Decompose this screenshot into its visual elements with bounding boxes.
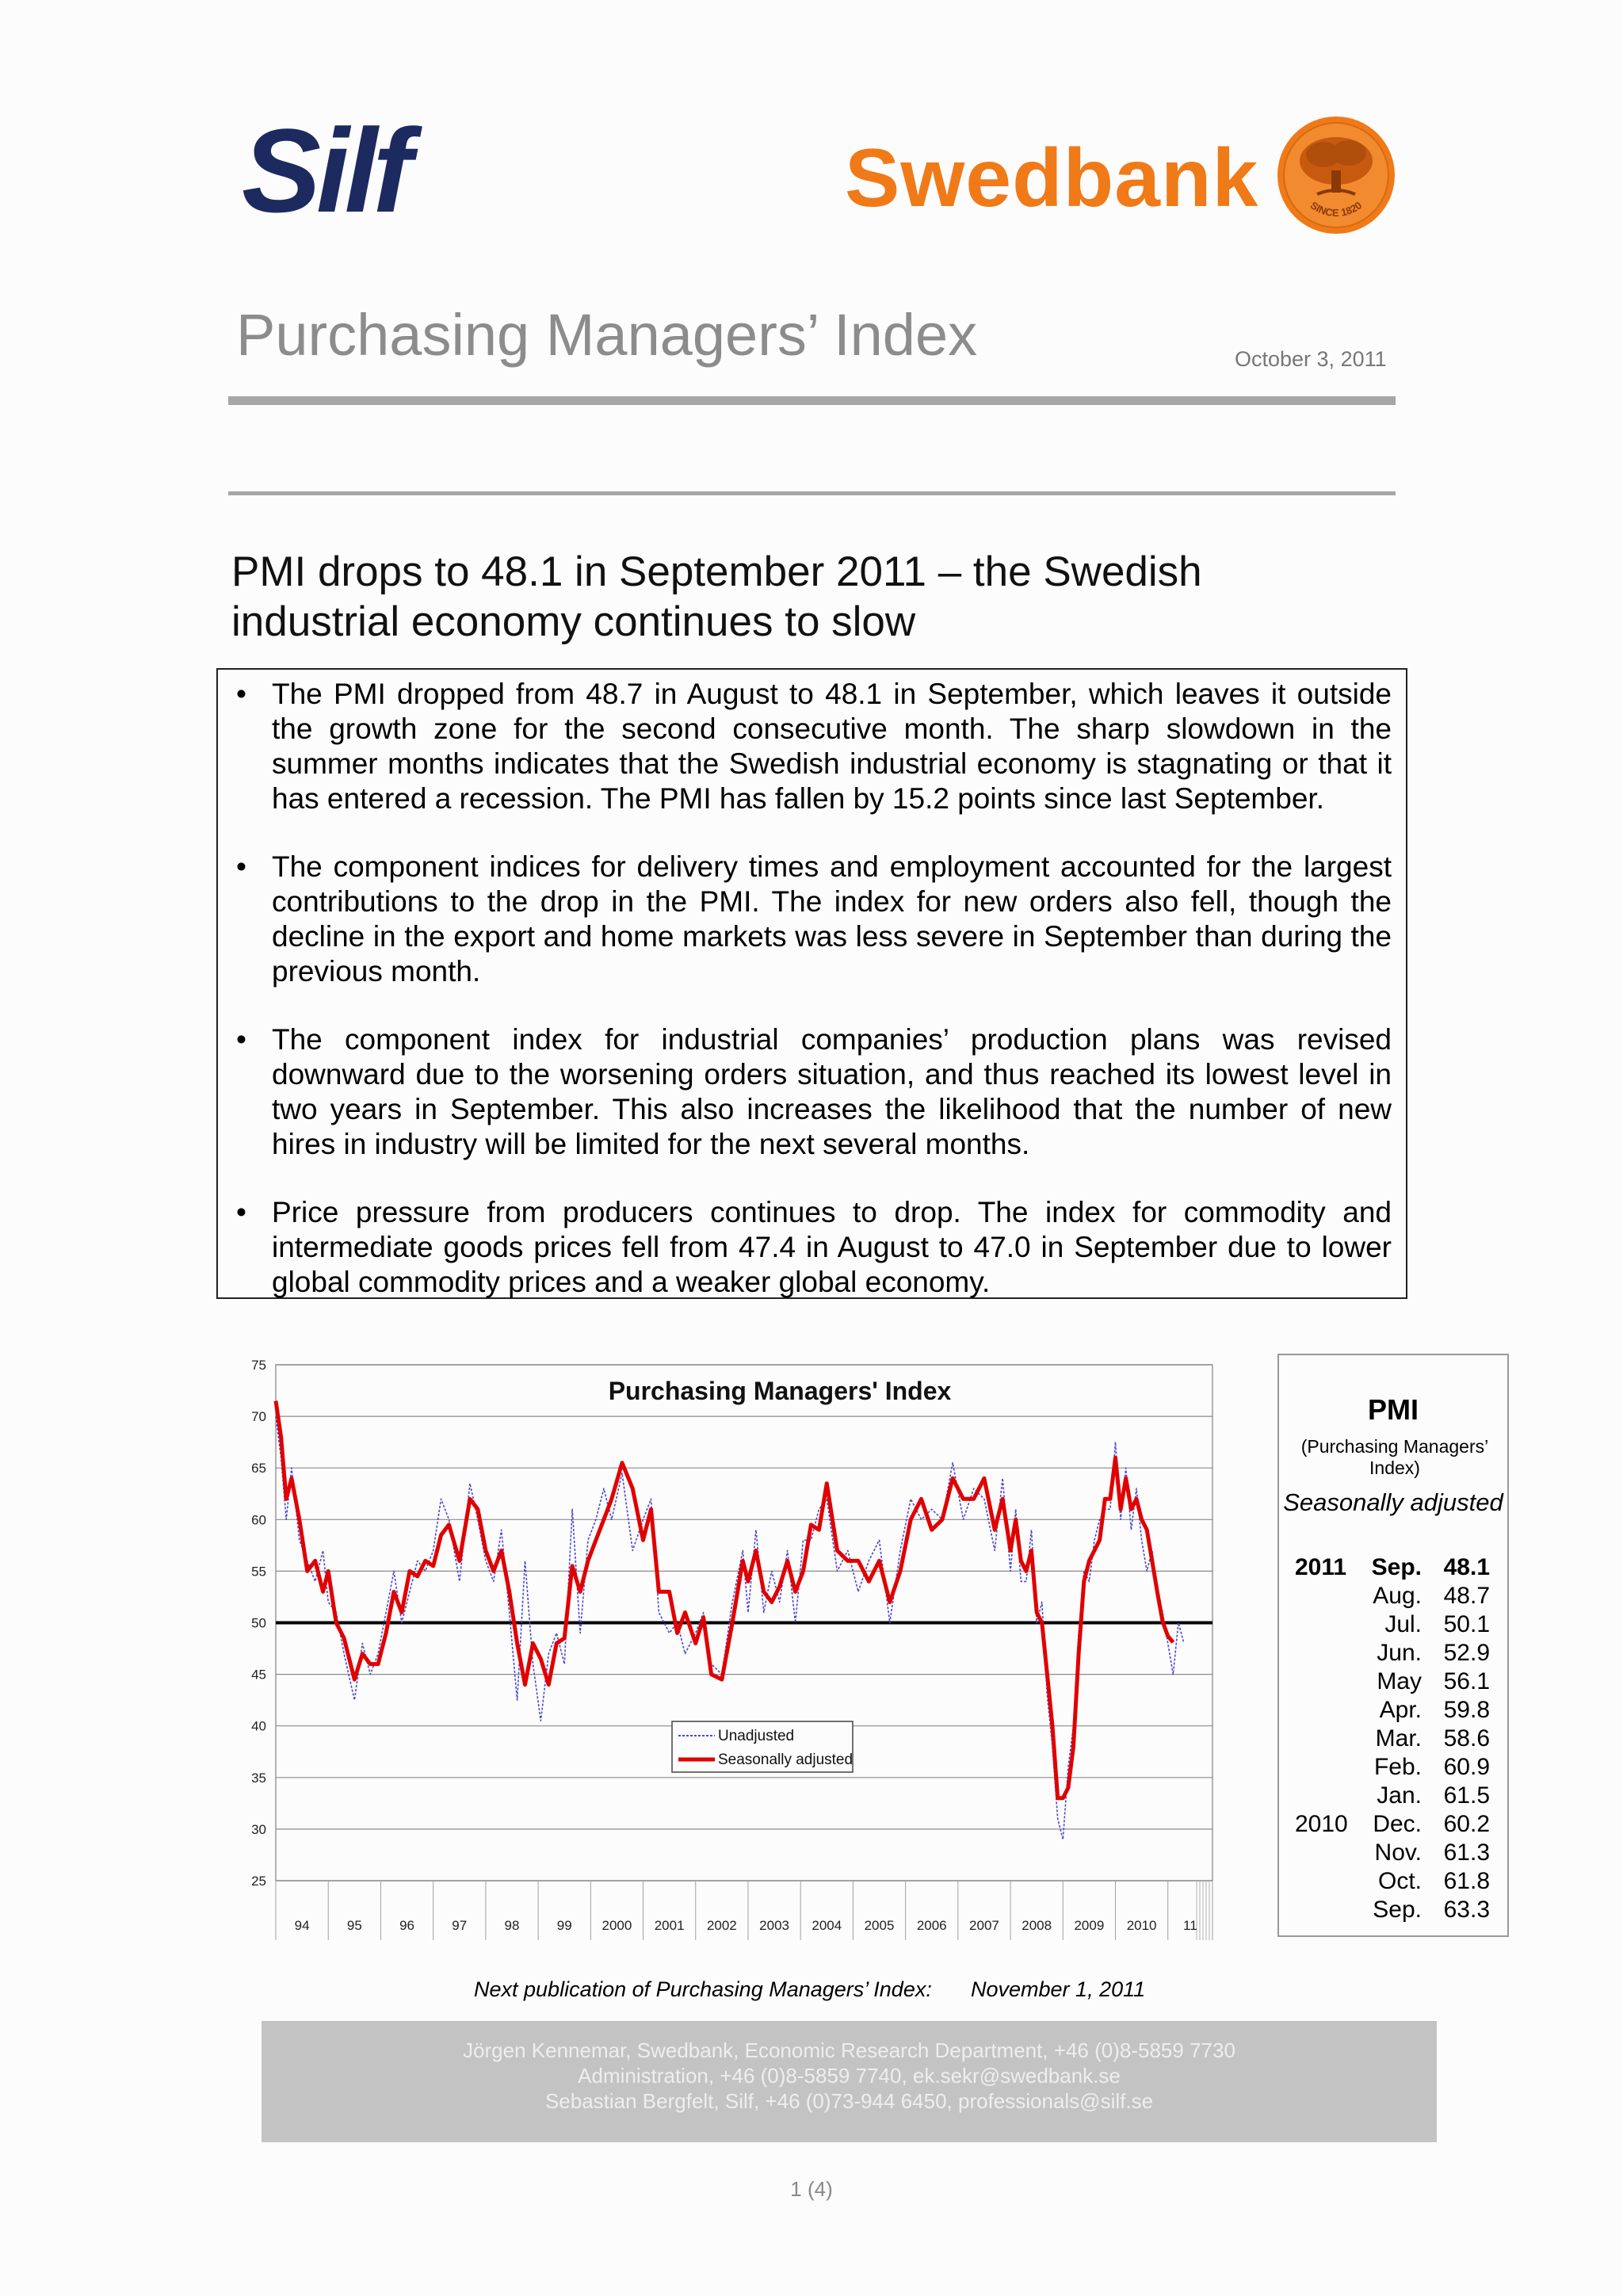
pmi-row-month: Feb. [1373,1754,1422,1780]
headline-line-1: PMI drops to 48.1 in September 2011 – the Swedish [231,548,1202,595]
pmi-row-value: 60.2 [1443,1811,1490,1837]
chart-legend [672,1721,853,1772]
pmi-row-month: Oct. [1377,1868,1422,1894]
y-tick-label: 55 [251,1564,266,1580]
pmi-row-month: Mar. [1375,1725,1422,1752]
pmi-table-subtitle: (Purchasing Managers’ Index) [1300,1436,1489,1478]
pmi-row-value: 58.6 [1443,1725,1490,1752]
x-tick-label: 2008 [1022,1918,1052,1933]
next-publication-label: Next publication of Purchasing Managers’ Index: [474,1977,932,2001]
y-tick-label: 60 [251,1512,266,1528]
pmi-row-month: Sep. [1371,1554,1422,1580]
pmi-row-value: 61.5 [1443,1782,1490,1809]
page-number: 1 (4) [790,2177,833,2201]
bullet-dot-icon: • [236,678,246,710]
y-tick-label: 30 [251,1821,266,1837]
pmi-table-title: PMI [1367,1393,1419,1426]
publication-date: October 3, 2011 [1235,347,1387,371]
pmi-table-row [1279,1897,1507,1925]
pmi-table [1277,1354,1509,1937]
pmi-row-value: 61.3 [1443,1839,1490,1866]
summary-bullet-text: Price pressure from producers continues to drop. The index for commodity and intermediate goods prices fell from 47.4 in August to 47.0 in September due to lower global commodity prices and a weaker global economy. [272,1196,1392,1298]
x-tick-label: 97 [452,1918,468,1933]
y-tick-label: 75 [251,1358,266,1373]
pmi-table-row [1279,1668,1507,1697]
pmi-row-value: 63.3 [1443,1897,1490,1923]
pmi-row-month: Dec. [1373,1811,1422,1837]
pmi-row-year: 2011 [1295,1554,1347,1580]
legend-seasonally-adjusted-label: Seasonally adjusted [718,1752,854,1768]
page-title: Purchasing Managers’ Index [236,302,978,368]
pmi-row-month: Jul. [1384,1611,1422,1637]
pmi-row-value: 48.7 [1443,1583,1490,1609]
swedbank-logo-text: Swedbank [845,132,1259,224]
x-tick-label: 2010 [1126,1918,1157,1933]
x-tick-label: 2007 [969,1918,999,1933]
y-tick-label: 25 [251,1874,266,1889]
chart-title: Purchasing Managers' Index [608,1377,952,1405]
pmi-table-row [1279,1725,1507,1754]
headline-line-2: industrial economy continues to slow [231,598,916,645]
summary-bullet-text: The component index for industrial companies’ production plans was revised downward due to the worsening orders situation, and thus reached its lowest level in two years in September. This also increases the likelihood that the number of new hires in industry will be limited for the next several months. [272,1023,1392,1160]
swedbank-logo [840,115,1411,242]
x-tick-label: 2000 [601,1918,632,1933]
pmi-row-value: 48.1 [1443,1554,1490,1580]
x-tick-label: 2006 [916,1918,947,1933]
pmi-chart [230,1347,1228,1950]
x-tick-label: 2009 [1074,1918,1105,1933]
pmi-table-row [1279,1811,1507,1839]
y-tick-label: 65 [251,1461,266,1477]
contact-line: Administration, +46 (0)8-5859 7740, ek.sekr@swedbank.se [578,2064,1121,2088]
oak-tree-seal-icon [1276,115,1396,235]
pmi-row-month: Jan. [1377,1782,1422,1809]
x-tick-label: 2001 [654,1918,685,1933]
x-tick-label: 96 [399,1918,415,1933]
pmi-row-month: Apr. [1379,1697,1422,1723]
pmi-row-value: 60.9 [1443,1754,1490,1780]
pmi-table-row [1279,1554,1507,1583]
pmi-row-month: Jun. [1377,1640,1422,1666]
bullet-dot-icon: • [236,1023,246,1056]
y-tick-label: 45 [251,1667,266,1683]
next-publication-date: November 1, 2011 [971,1977,1146,2001]
pmi-table-row [1279,1782,1507,1811]
bullet-dot-icon: • [236,1196,246,1228]
bullet-dot-icon: • [236,850,246,883]
legend-unadjusted-label: Unadjusted [718,1728,795,1744]
section-divider [228,491,1396,495]
header-divider [228,396,1396,407]
pmi-table-row [1279,1611,1507,1640]
pmi-table-row [1279,1754,1507,1782]
pmi-row-value: 50.1 [1443,1611,1490,1637]
seal-text: SINCE 1820 [1308,199,1365,220]
x-tick-label: 2003 [759,1918,789,1933]
x-tick-label: 2004 [812,1918,842,1933]
y-tick-label: 50 [251,1615,266,1631]
pmi-row-year: 2010 [1295,1811,1348,1837]
silf-logo-text: Silf [242,104,408,237]
pmi-table-row [1279,1583,1507,1611]
pmi-row-value: 61.8 [1443,1868,1490,1894]
pmi-row-month: May [1377,1668,1422,1694]
x-tick-label: 98 [504,1918,520,1933]
pmi-row-month: Nov. [1374,1839,1422,1866]
pmi-table-row [1279,1697,1507,1725]
summary-bullet-text: The component indices for delivery times and employment accounted for the largest contributions to the drop in the PMI. The index for new orders also fell, though the decline in the export and home markets was less severe in September than during the previous month. [272,850,1392,988]
x-tick-label: 95 [346,1918,362,1933]
silf-logo [242,104,472,237]
summary-box [216,668,1407,1299]
summary-bullet-text: The PMI dropped from 48.7 in August to 48.1 in September, which leaves it outside the growth zone for the second consecutive month. The sharp slowdown in the summer months indicates that the Swedish industrial economy is stagnating or that it has entered a recession. The PMI has fallen by 15.2 points since last September. [272,678,1392,815]
pmi-table-row [1279,1640,1507,1668]
x-tick-label: 99 [556,1918,572,1933]
contact-box [262,2021,1437,2142]
x-tick-label: 2002 [706,1918,737,1933]
pmi-table-row [1279,1839,1507,1868]
y-tick-label: 35 [251,1770,266,1786]
contact-line: Sebastian Bergfelt, Silf, +46 (0)73-944 6450, professionals@silf.se [544,2089,1154,2113]
pmi-row-value: 56.1 [1443,1668,1490,1694]
pmi-row-value: 52.9 [1443,1640,1490,1666]
contact-line: Jörgen Kennemar, Swedbank, Economic Research Department, +46 (0)8-5859 7730 [463,2038,1235,2062]
pmi-row-month: Sep. [1373,1897,1422,1923]
headline [231,547,1420,647]
x-tick-label: 2005 [864,1918,895,1933]
pmi-table-adjusted-label: Seasonally adjusted [1283,1488,1503,1516]
pmi-row-month: Aug. [1373,1583,1422,1609]
x-tick-label: 11 [1183,1918,1197,1933]
pmi-row-value: 59.8 [1443,1697,1490,1723]
y-tick-label: 40 [251,1718,266,1734]
x-tick-label: 94 [294,1918,310,1933]
pmi-table-row [1279,1868,1507,1897]
y-tick-label: 70 [251,1409,266,1425]
